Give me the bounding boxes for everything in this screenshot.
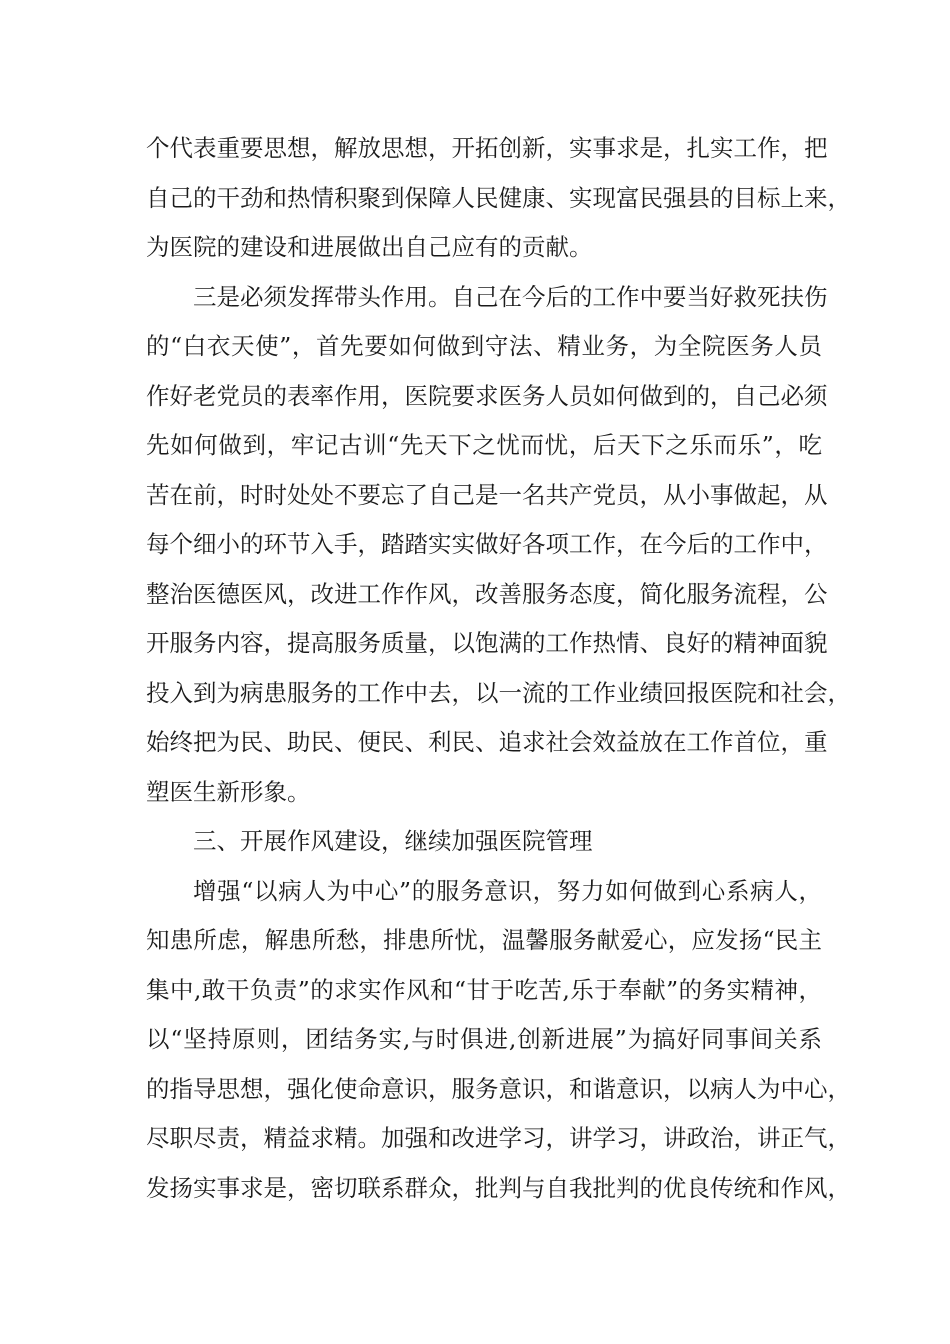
text-line: 投入到为病患服务的工作中去，以一流的工作业绩回报医院和社会，: [146, 678, 851, 707]
text-line: 整治医德医风，改进工作作风，改善服务态度，简化服务流程，公: [146, 579, 828, 608]
text-line: 塑医生新形象。: [146, 777, 311, 806]
text-line: 发扬实事求是，密切联系群众，批判与自我批判的优良传统和作风，: [146, 1173, 851, 1202]
text-line: 每个细小的环节入手，踏踏实实做好各项工作，在今后的工作中，: [146, 530, 828, 558]
text-line: 尽职尽责，精益求精。加强和改进学习，讲学习，讲政治，讲正气，: [146, 1124, 851, 1152]
text-line: 开服务内容，提高服务质量，以饱满的工作热情、良好的精神面貌: [146, 629, 828, 657]
text-line: 始终把为民、助民、便民、利民、追求社会效益放在工作首位，重: [146, 728, 828, 756]
document-body: [146, 124, 851, 1213]
text-line: 增强“以病人为中心”的服务意识，努力如何做到心系病人，: [193, 876, 822, 905]
text-line: 苦在前，时时处处不要忘了自己是一名共产党员，从小事做起，从: [146, 480, 828, 509]
text-line: 知患所虑，解患所愁，排患所忧，温馨服务献爱心，应发扬“民主: [146, 926, 822, 954]
text-line: 为医院的建设和进展做出自己应有的贡献。: [146, 233, 593, 261]
text-line: 的“白衣天使”，首先要如何做到守法、精业务，为全院医务人员: [146, 332, 822, 360]
text-line: 作好老党员的表率作用，医院要求医务人员如何做到的，自己必须: [146, 381, 828, 410]
text-line: 的指导思想，强化使命意识，服务意识，和谐意识，以病人为中心，: [146, 1074, 851, 1103]
section-heading: [146, 817, 822, 867]
paragraph-2: [146, 273, 851, 818]
text-line: 三是必须发挥带头作用。自己在今后的工作中要当好救死扶伤: [193, 282, 828, 311]
text-line: 自己的干劲和热情积聚到保障人民健康、实现富民强县的目标上来，: [146, 183, 851, 212]
text-line: 以“坚持原则，团结务实,与时俱进,创新进展”为搞好同事间关系: [146, 1025, 822, 1053]
paragraph-1: [146, 124, 851, 273]
text-line: 先如何做到，牢记古训“先天下之忧而忧，后天下之乐而乐”，吃: [146, 431, 822, 459]
text-line: 个代表重要思想，解放思想，开拓创新，实事求是，扎实工作，把: [146, 134, 828, 162]
paragraph-3: [146, 867, 851, 1214]
text-line: 集中,敢干负责”的求实作风和“甘于吃苦,乐于奉献”的务实精神，: [146, 975, 822, 1004]
heading-line: 三、开展作风建设，继续加强医院管理: [193, 827, 593, 855]
